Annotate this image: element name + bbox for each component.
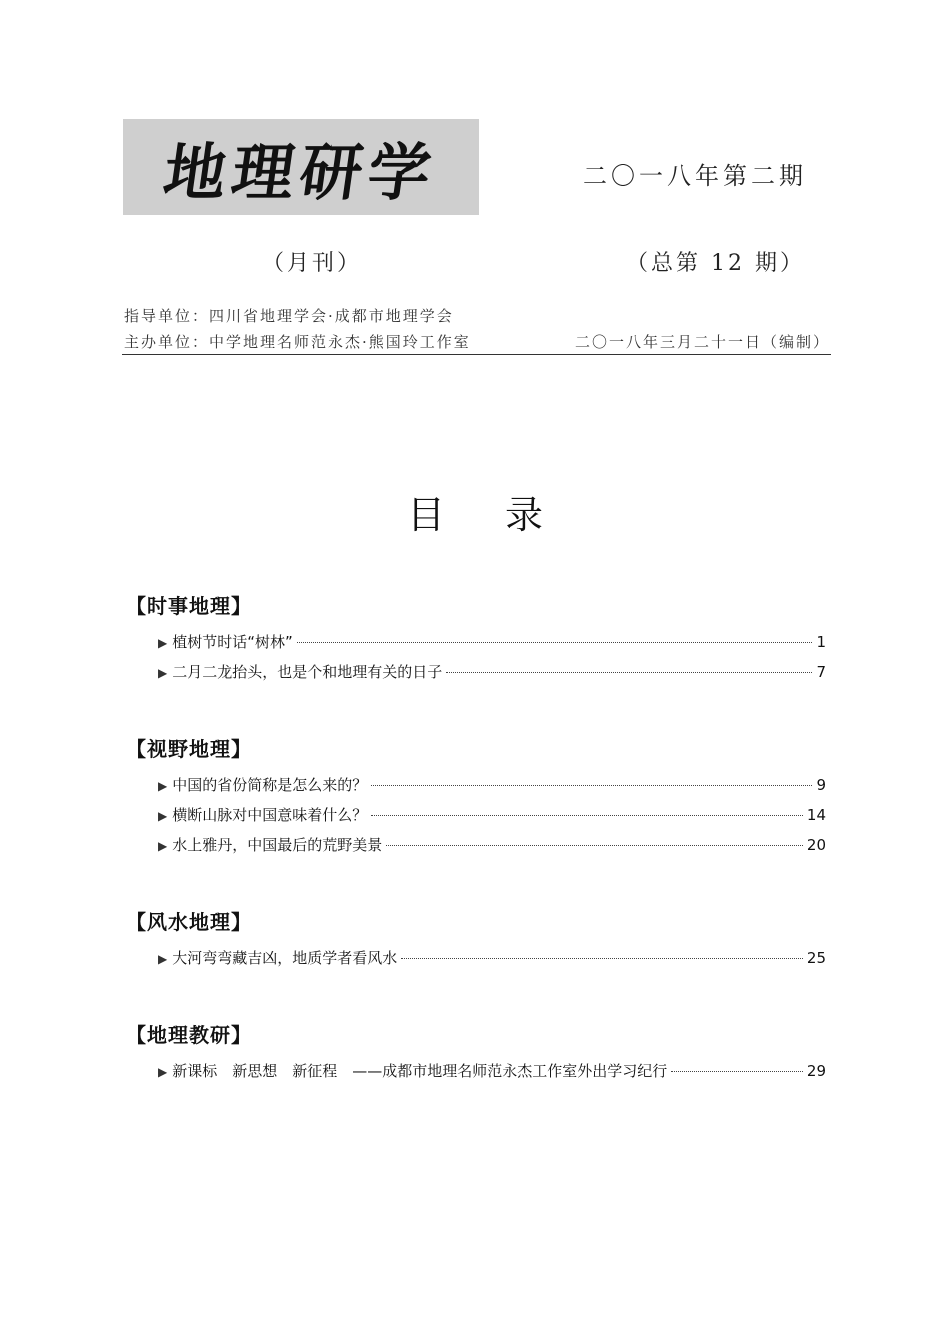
toc-entry-title: 横断山脉对中国意味着什么？ — [172, 806, 368, 824]
toc-entry[interactable] — [126, 1060, 826, 1090]
toc-entry-page: 14 — [806, 806, 826, 824]
section-title: 【视野地理】 — [126, 737, 252, 761]
toc-entry-page: 20 — [806, 836, 826, 854]
section-title: 【地理教研】 — [126, 1023, 252, 1047]
dot-leader — [386, 845, 803, 846]
toc-entry[interactable] — [126, 631, 826, 661]
toc-entry[interactable] — [126, 661, 826, 691]
toc-entry-title: 大河弯弯藏吉凶，地质学者看风水 — [172, 949, 398, 967]
masthead-logo — [123, 119, 479, 215]
triangle-right-icon: ▶ — [158, 779, 168, 793]
toc-entry-page: 7 — [816, 663, 826, 681]
toc-entry[interactable] — [126, 947, 826, 977]
triangle-right-icon: ▶ — [158, 809, 168, 823]
toc-section-current-affairs — [126, 590, 826, 691]
total-issue-number: （总第 12 期） — [626, 251, 805, 276]
triangle-right-icon: ▶ — [158, 952, 168, 966]
toc-section-fengshui — [126, 906, 826, 977]
triangle-right-icon: ▶ — [158, 636, 168, 650]
dot-leader — [671, 1071, 803, 1072]
toc-entry-page: 9 — [816, 776, 826, 794]
toc-section-vision — [126, 733, 826, 864]
toc-entry-title: 二月二龙抬头，也是个和地理有关的日子 — [172, 663, 443, 681]
toc-entry-title: 植树节时话“树林” — [172, 633, 293, 651]
compiled-date: 二〇一八年三月二十一日（编制） — [574, 333, 830, 351]
toc-entry-page: 1 — [816, 633, 826, 651]
dot-leader — [446, 672, 812, 673]
toc-entry-title: 水上雅丹，中国最后的荒野美景 — [172, 836, 383, 854]
toc-entry-page: 29 — [806, 1062, 826, 1080]
toc-entry-page: 25 — [806, 949, 826, 967]
toc-entry[interactable] — [126, 774, 826, 804]
toc-entry[interactable] — [126, 804, 826, 834]
dot-leader — [297, 642, 813, 643]
toc-entry-title: 中国的省份简称是怎么来的？ — [172, 776, 368, 794]
dot-leader — [371, 815, 803, 816]
header-divider — [122, 354, 831, 355]
toc-entry[interactable] — [126, 834, 826, 864]
masthead-title: 地理研学 — [159, 135, 442, 209]
triangle-right-icon: ▶ — [158, 839, 168, 853]
issue-date: 二〇一八年第二期 — [583, 162, 807, 190]
dot-leader — [401, 958, 803, 959]
triangle-right-icon: ▶ — [158, 666, 168, 680]
frequency-label: （月刊） — [262, 251, 363, 276]
toc-heading: 目录 — [406, 493, 603, 537]
dot-leader — [371, 785, 812, 786]
toc-section-teaching-research — [126, 1019, 826, 1090]
host-organization: 主办单位：中学地理名师范永杰·熊国玲工作室 — [124, 333, 471, 351]
toc-entry-title: 新课标 新思想 新征程 ——成都市地理名师范永杰工作室外出学习纪行 — [172, 1062, 668, 1080]
triangle-right-icon: ▶ — [158, 1065, 168, 1079]
section-title: 【风水地理】 — [126, 910, 252, 934]
section-title: 【时事地理】 — [126, 594, 252, 618]
guide-organization: 指导单位：四川省地理学会·成都市地理学会 — [124, 307, 454, 325]
